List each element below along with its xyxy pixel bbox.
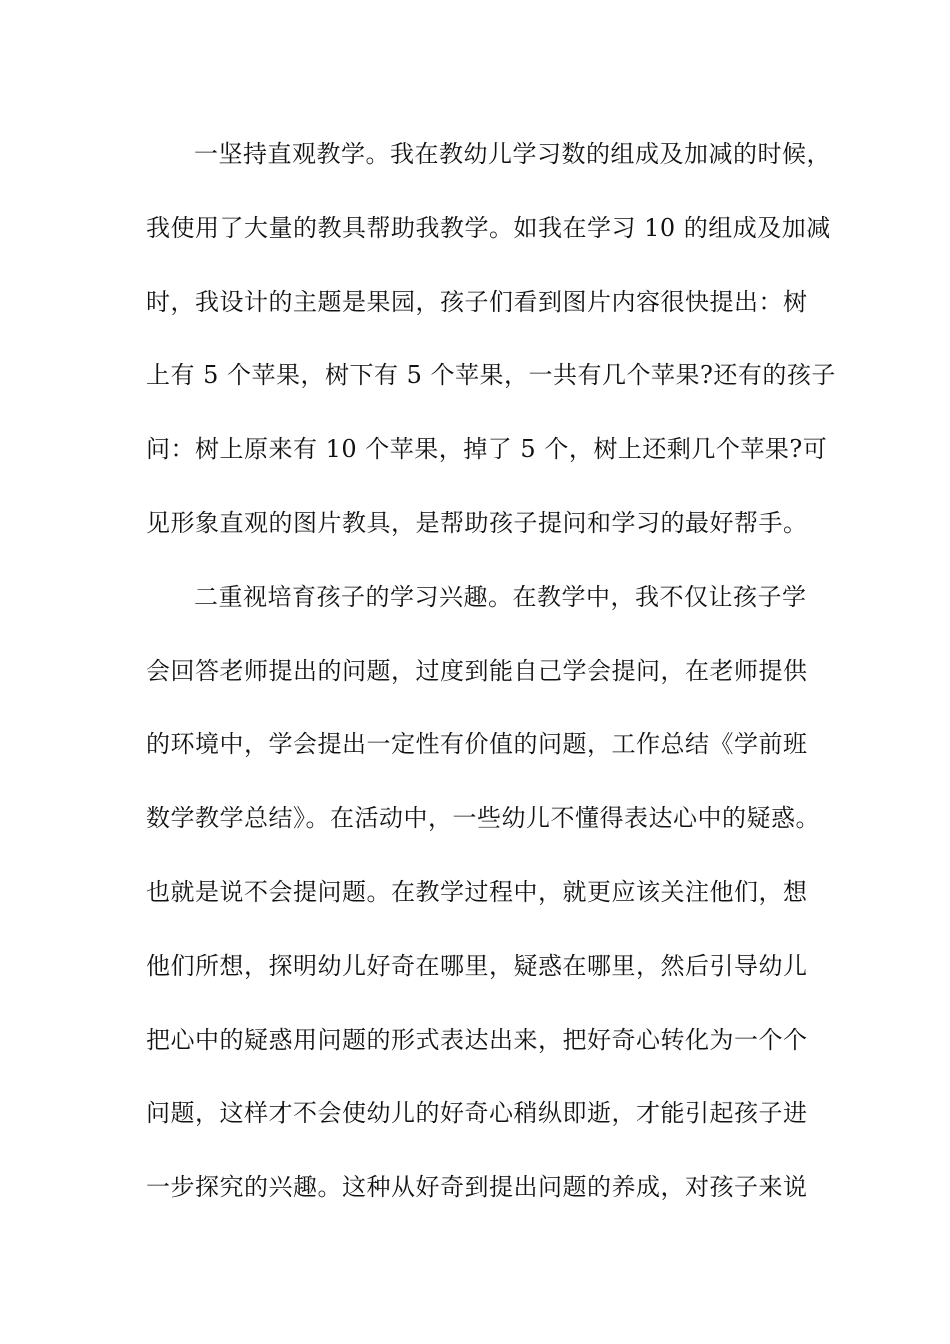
paragraph-2-line-3: 的环境中，学会提出一定性有价值的问题，工作总结《学前班	[146, 730, 808, 759]
paragraph-2-line-2: 会回答老师提出的问题，过度到能自己学会提问，在老师提供	[146, 656, 808, 685]
paragraph-2-line-9: 一步探究的兴趣。这种从好奇到提出问题的养成，对孩子来说	[146, 1173, 808, 1202]
paragraph-2-line-7: 把心中的疑惑用问题的形式表达出来，把好奇心转化为一个个	[146, 1025, 808, 1054]
paragraph-1-line-4: 上有 5 个苹果，树下有 5 个苹果，一共有几个苹果?还有的孩子	[146, 361, 836, 390]
paragraph-2-line-6: 他们所想，探明幼儿好奇在哪里，疑惑在哪里，然后引导幼儿	[146, 951, 808, 980]
document-body	[146, 126, 836, 1233]
paragraph-2-line-1: 二重视培育孩子的学习兴趣。在教学中，我不仅让孩子学	[194, 582, 807, 611]
paragraph-1-line-5: 问：树上原来有 10 个苹果，掉了 5 个，树上还剩几个苹果?可	[146, 435, 828, 464]
paragraph-2-line-5: 也就是说不会提问题。在教学过程中，就更应该关注他们，想	[146, 877, 808, 906]
paragraph-2-line-8: 问题，这样才不会使幼儿的好奇心稍纵即逝，才能引起孩子进	[146, 1099, 808, 1128]
paragraph-1-line-3: 时，我设计的主题是果园，孩子们看到图片内容很快提出：树	[146, 287, 808, 316]
paragraph-1-line-6: 见形象直观的图片教具，是帮助孩子提问和学习的最好帮手。	[146, 508, 808, 537]
paragraph-2-line-4: 数学教学总结》。在活动中，一些幼儿不懂得表达心中的疑惑。	[146, 804, 820, 833]
paragraph-1-line-2: 我使用了大量的教具帮助我教学。如我在学习 10 的组成及加减	[146, 213, 831, 242]
paragraph-1-line-1: 一坚持直观教学。我在教幼儿学习数的组成及加减的时候，	[194, 140, 831, 168]
